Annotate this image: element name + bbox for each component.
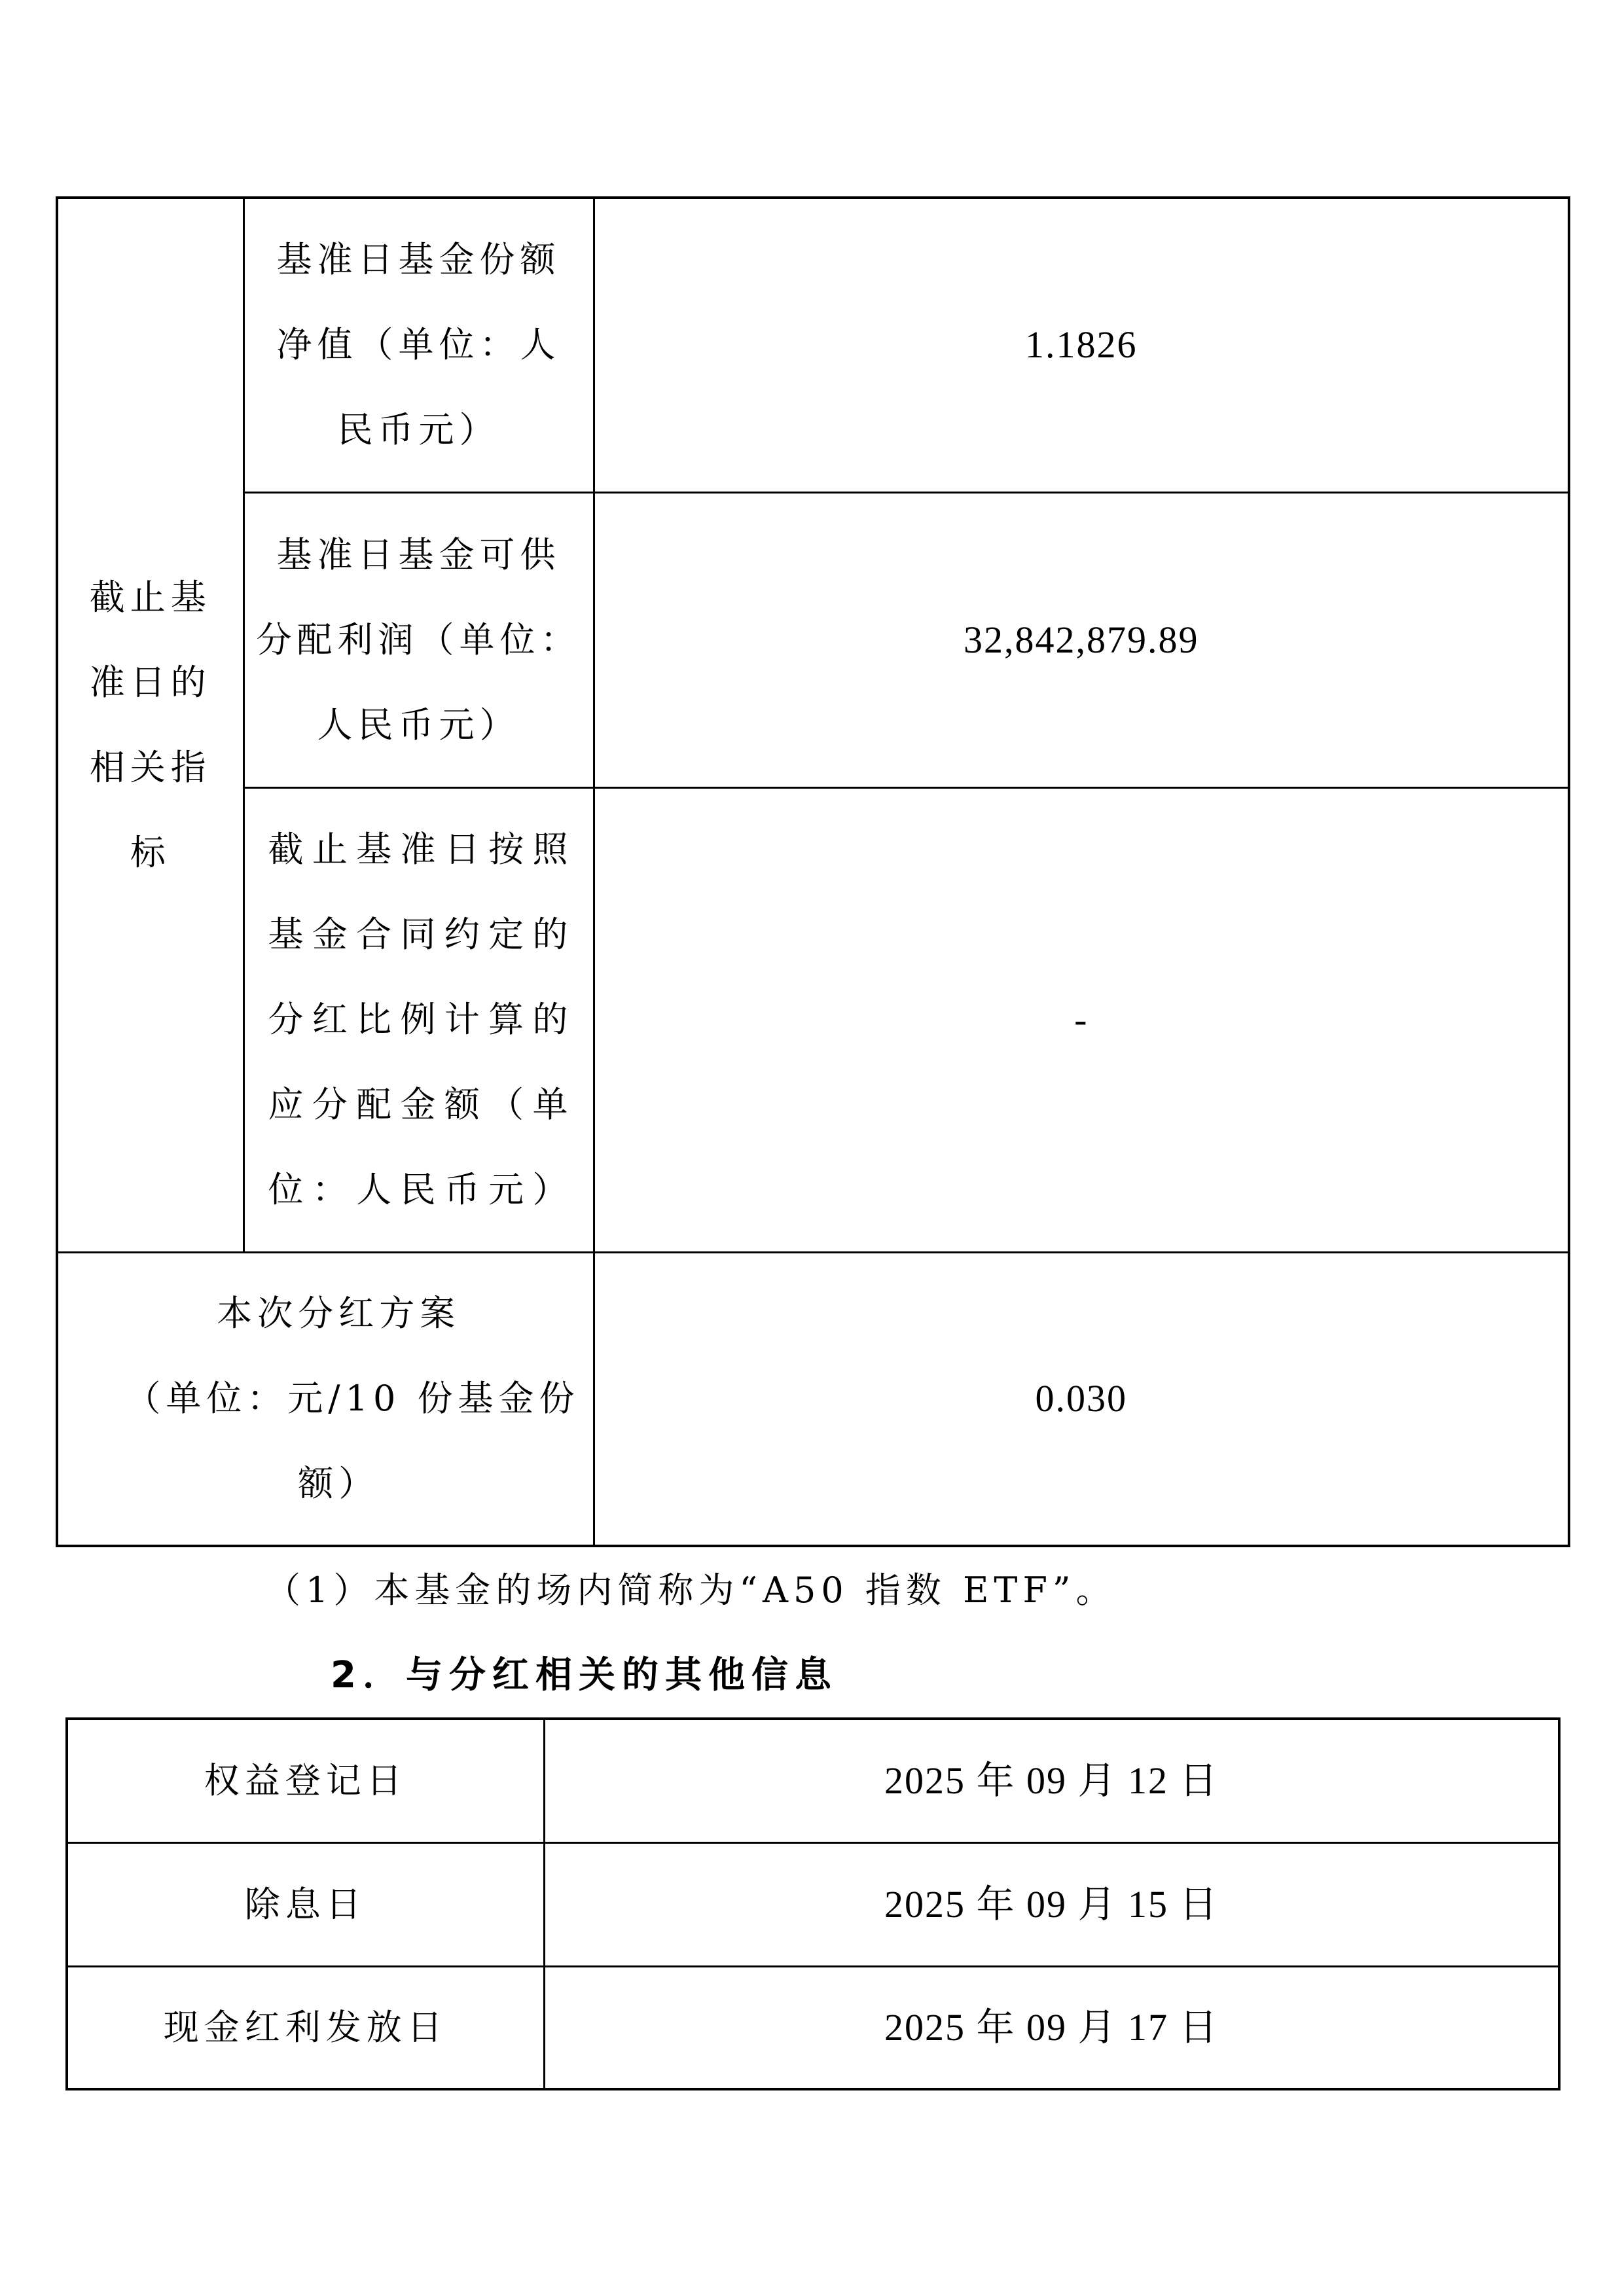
group-label-line: 准日的 xyxy=(89,661,211,703)
dividend-plan-label-line: （单位：元/10 份基金份 xyxy=(125,1378,580,1420)
group-label-line: 标 xyxy=(130,831,171,873)
group-label-cell xyxy=(57,198,244,1252)
payment-date-value: 2025 年 09 月 17 日 xyxy=(544,1966,1559,2089)
section-heading: 2．与分红相关的其他信息 xyxy=(331,1654,838,1696)
nav-label-line: 净值（单位：人 xyxy=(276,324,561,366)
ex-dividend-date-label: 除息日 xyxy=(67,1842,544,1966)
contract-amount-label-line: 位：人民币元） xyxy=(268,1169,573,1210)
record-date-label: 权益登记日 xyxy=(67,1719,544,1842)
distributable-profit-label-line: 人民币元） xyxy=(317,704,520,745)
table-row xyxy=(67,1719,1559,1842)
nav-label-line: 民币元） xyxy=(337,409,500,451)
distributable-profit-label-line: 分配利润（单位： xyxy=(256,619,581,660)
fund-short-name-note: （1）本基金的场内简称为“A50 指数 ETF”。 xyxy=(265,1570,1117,1611)
ex-dividend-date-value: 2025 年 09 月 15 日 xyxy=(544,1842,1559,1966)
dividend-plan-label-cell xyxy=(57,1252,594,1546)
distributable-profit-label-line: 基准日基金可供 xyxy=(276,533,561,575)
payment-date-label: 现金红利发放日 xyxy=(67,1966,544,2089)
nav-value: 1.1826 xyxy=(594,198,1569,492)
distributable-profit-value: 32,842,879.89 xyxy=(594,492,1569,787)
nav-label-cell xyxy=(244,198,594,492)
dividend-plan-value: 0.030 xyxy=(594,1252,1569,1546)
contract-amount-label-line: 应分配金额（单 xyxy=(268,1084,573,1125)
dividend-dates-table xyxy=(65,1717,1561,2090)
dividend-indicators-table xyxy=(56,196,1570,1547)
contract-amount-label-line: 截止基准日按照 xyxy=(268,829,573,870)
dividend-plan-label-line: 本次分红方案 xyxy=(217,1293,461,1335)
distributable-profit-label-cell xyxy=(244,492,594,787)
group-label-line: 截止基 xyxy=(89,576,211,618)
table-row xyxy=(67,1842,1559,1966)
contract-amount-label-cell xyxy=(244,787,594,1252)
contract-amount-value: - xyxy=(594,787,1569,1252)
contract-amount-label-line: 分红比例计算的 xyxy=(268,999,573,1040)
group-label-line: 相关指 xyxy=(89,746,211,788)
nav-label-line: 基准日基金份额 xyxy=(276,239,561,281)
dividend-plan-label-line: 额） xyxy=(298,1463,380,1505)
record-date-value: 2025 年 09 月 12 日 xyxy=(544,1719,1559,1842)
contract-amount-label-line: 基金合同约定的 xyxy=(268,914,573,955)
table-row xyxy=(67,1966,1559,2089)
